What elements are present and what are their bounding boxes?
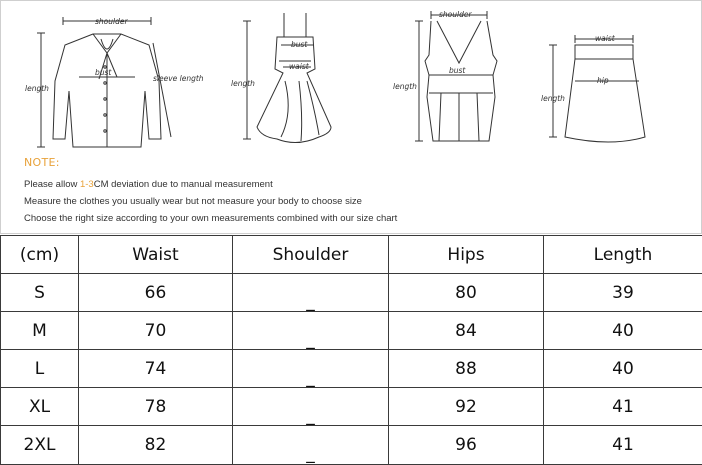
header-waist: Waist [79,236,233,274]
table-row [1,426,702,465]
size-cell: M [1,312,79,350]
header-shoulder: Shoulder [233,236,389,274]
measurement-note [24,156,397,227]
hip-label: hip [597,76,609,85]
shoulder-cell [233,312,389,350]
sundress-sketch [257,13,331,143]
note-line-choose: Choose the right size according to your own measurements combined with our size chart [24,213,398,224]
garment-illustrations [1,1,702,151]
header-hips: Hips [389,236,544,274]
skirt-sketch [565,45,645,142]
waist-cell: 74 [79,350,233,388]
length-cell: 39 [544,274,702,312]
table-header-row [1,236,702,274]
waist-cell: 66 [79,274,233,312]
note-line-1-prefix: Please allow [24,179,80,190]
bust-label: bust [95,68,112,77]
tank-sketch [425,21,497,141]
bust-label: bust [449,66,466,75]
shoulder-cell [233,274,389,312]
length-cell: 41 [544,388,702,426]
length-cell: 40 [544,312,702,350]
hips-cell: 88 [389,350,544,388]
table-row [1,274,702,312]
note-line-measure: Measure the clothes you usually wear but not measure your body to choose size [24,196,362,207]
shoulder-cell [233,426,389,465]
size-cell: XL [1,388,79,426]
shoulder-cell [233,350,389,388]
header-unit: (cm) [1,236,79,274]
waist-label: waist [595,34,615,43]
size-chart-table [0,235,702,465]
blouse-sketch [53,34,161,147]
shoulder-value: _ [306,367,315,388]
length-label: length [393,82,417,91]
length-label: length [231,79,255,88]
table-row [1,388,702,426]
shoulder-label: shoulder [439,10,472,19]
note-line-1-highlight: 1-3 [79,179,94,190]
length-cell: 41 [544,426,702,465]
hips-cell: 84 [389,312,544,350]
waist-label: waist [289,62,309,71]
shoulder-label: shoulder [95,17,128,26]
table-row [1,350,702,388]
length-label: length [25,84,49,93]
hips-cell: 96 [389,426,544,465]
hips-cell: 80 [389,274,544,312]
waist-cell: 70 [79,312,233,350]
note-line-1-suffix: CM deviation due to manual measurement [93,179,273,190]
bust-label: bust [291,40,308,49]
waist-cell: 82 [79,426,233,465]
note-line-deviation [24,176,397,193]
size-cell: 2XL [1,426,79,465]
shoulder-value: _ [306,291,315,312]
shoulder-value: _ [306,329,315,350]
hips-cell: 92 [389,388,544,426]
shoulder-cell [233,388,389,426]
size-cell: S [1,274,79,312]
header-length: Length [544,236,702,274]
size-cell: L [1,350,79,388]
length-label: length [541,94,565,103]
note-title: NOTE: [24,156,60,169]
garment-sketches [1,1,702,151]
table-row [1,312,702,350]
waist-cell: 78 [79,388,233,426]
shoulder-value: _ [306,405,315,426]
length-cell: 40 [544,350,702,388]
shoulder-value: _ [306,444,315,464]
sleeve-length-label: sleeve length [153,74,204,83]
